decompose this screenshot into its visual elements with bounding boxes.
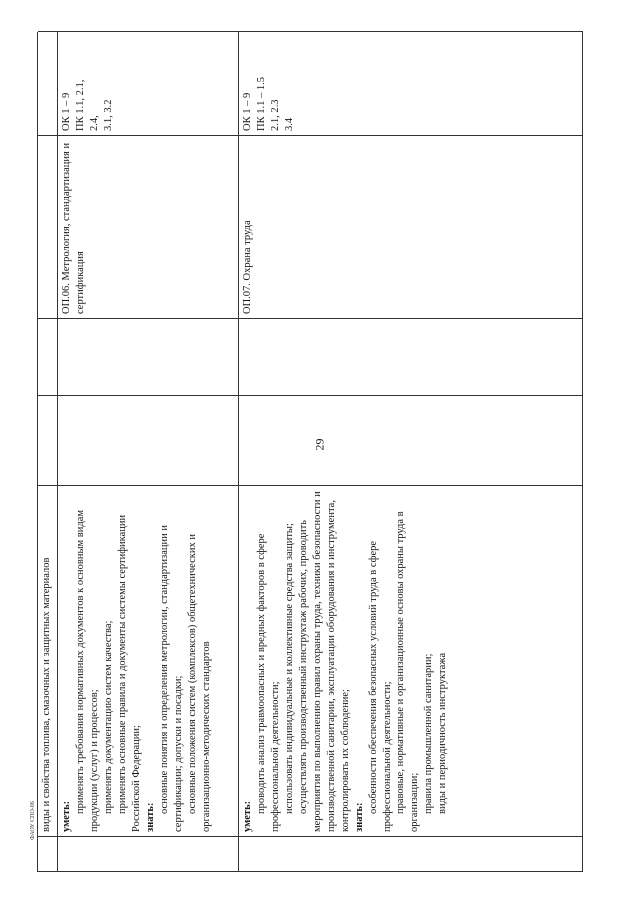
competencies-cell xyxy=(239,32,583,136)
skill-item: проводить анализ травмоопасных и вредных факторов в сфере профессиональной деятельности; xyxy=(255,533,281,832)
znat-label: знать: xyxy=(353,802,365,832)
skills-knowledge-cell xyxy=(239,486,583,837)
materials-cell xyxy=(38,486,58,837)
empty-cell xyxy=(38,319,58,396)
curriculum-table xyxy=(38,31,583,872)
competencies-cell xyxy=(58,32,239,136)
competency-code: ОК 1 – 9 xyxy=(61,92,72,131)
znat-label: знать: xyxy=(144,802,156,832)
knowledge-item: особенности обеспечения безопасных условий труда в сфере профессиональной деятельности; xyxy=(367,540,393,832)
competency-code: 2.1, 2.3 xyxy=(269,99,281,131)
empty-cell xyxy=(239,319,583,396)
skill-item: применять требования нормативных документов к основным видам продукции (услуг) и процессов; xyxy=(74,509,100,832)
knowledge-item: правила промышленной санитарии; xyxy=(423,653,435,814)
table-row xyxy=(239,32,583,872)
skill-item: использовать индивидуальные и коллективные средства защиты; xyxy=(283,523,295,814)
footer-code: ФАОУ СПО-06 xyxy=(30,801,36,840)
empty-cell xyxy=(58,396,239,486)
skill-item: применять документацию систем качества; xyxy=(102,620,114,814)
empty-cell xyxy=(38,837,58,872)
discipline-cell xyxy=(239,136,583,319)
competency-code: 2.4, xyxy=(88,115,100,131)
empty-cell xyxy=(58,837,239,872)
discipline-name: ОП.07. Охрана труда xyxy=(242,220,253,314)
empty-cell xyxy=(239,396,583,486)
knowledge-item: правовые, нормативные и организационные основы охраны труда в организации; xyxy=(395,511,421,832)
competency-code: ПК 1.1, 2.1, xyxy=(74,79,86,131)
empty-cell xyxy=(38,136,58,319)
table-row xyxy=(58,32,239,872)
empty-cell xyxy=(239,837,583,872)
empty-cell xyxy=(38,32,58,136)
discipline-cell xyxy=(58,136,239,319)
empty-cell xyxy=(58,319,239,396)
materials-text: виды и свойства топлива, смазочных и защитных материалов xyxy=(41,557,52,832)
skill-item: применять основные правила и документы системы сертификации Российской Федерации; xyxy=(116,514,142,832)
page-number: 29 xyxy=(312,438,327,451)
knowledge-item: виды и периодичность инструктажа xyxy=(437,652,449,814)
knowledge-item: основные понятия и определения метрологии, стандартизации и сертификации; допуски и посадки; xyxy=(158,525,184,832)
umet-label: уметь: xyxy=(242,800,253,832)
umet-label: уметь: xyxy=(61,800,72,832)
skills-knowledge-cell xyxy=(58,486,239,837)
discipline-name: ОП.06. Метрология, стандартизация и сертификация xyxy=(61,142,86,314)
table-row xyxy=(38,32,58,872)
empty-cell xyxy=(38,396,58,486)
competency-code: ПК 1.1 – 1.5 xyxy=(255,77,267,131)
competency-code: ОК 1 – 9 xyxy=(242,92,253,131)
competency-code: 3.4 xyxy=(283,117,295,131)
skill-item: осуществлять производственный инструктаж рабочих, проводить мероприятия по выполнению правил охраны труда, техники безопасности и производственной санитарии, эксплуатации оборудования и инструмента, контролировать их соблюдение; xyxy=(297,491,351,832)
competency-code: 3.1, 3.2 xyxy=(102,99,114,131)
knowledge-item: основные положения систем (комплексов) общетехнических и организационно-методических стандартов xyxy=(186,534,212,832)
